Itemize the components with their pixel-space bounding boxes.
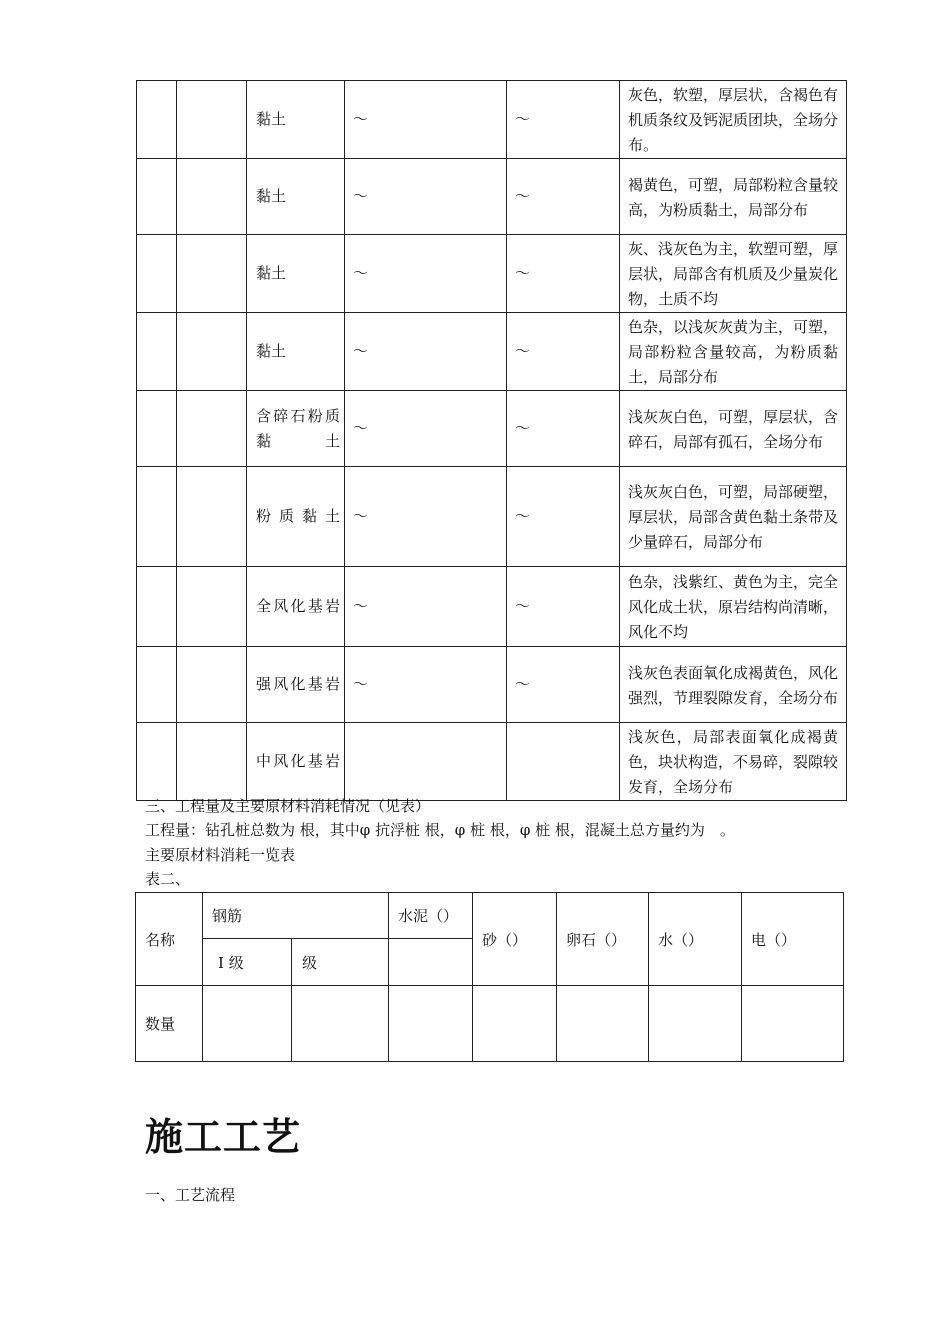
geology-cell-c1	[137, 567, 177, 647]
materials-table-title: 主要原材料消耗一览表	[145, 846, 296, 864]
materials-quantity-cell	[557, 986, 649, 1062]
depth-bottom: ～	[507, 159, 620, 235]
geology-cell-c2	[177, 647, 247, 723]
depth-bottom: ～	[507, 567, 620, 647]
geology-row	[137, 81, 847, 159]
geology-cell-c1	[137, 391, 177, 467]
soil-name: 黏土	[247, 81, 345, 159]
depth-bottom	[507, 723, 620, 801]
materials-quantity-label: 数量	[136, 986, 203, 1062]
depth-top: ～	[345, 235, 507, 313]
geology-cell-c2	[177, 391, 247, 467]
soil-name: 强风化基岩	[247, 647, 345, 723]
depth-bottom: ～	[507, 313, 620, 391]
materials-steel-grade2-header: 级	[292, 939, 389, 986]
depth-top: ～	[345, 159, 507, 235]
soil-description: 灰、浅灰色为主，软塑可塑，厚层状，局部含有机质及少量炭化物，土质不均	[620, 235, 847, 313]
geology-cell-c1	[137, 313, 177, 391]
geology-cell-c1	[137, 723, 177, 801]
geology-table	[136, 80, 847, 801]
materials-electricity-header: 电（）	[742, 893, 844, 986]
soil-description: 浅灰灰白色，可塑，厚层状，含碎石，局部有孤石，全场分布	[620, 391, 847, 467]
geology-cell-c2	[177, 313, 247, 391]
materials-steel-grade1-header: Ⅰ 级	[203, 939, 292, 986]
geology-row	[137, 647, 847, 723]
soil-name: 含碎石粉质黏土	[247, 391, 345, 467]
geology-row	[137, 391, 847, 467]
geology-cell-c2	[177, 467, 247, 567]
geology-row	[137, 467, 847, 567]
materials-quantity-cell	[203, 986, 292, 1062]
depth-top: ～	[345, 313, 507, 391]
geology-cell-c2	[177, 235, 247, 313]
materials-cement-header: 水泥（）	[389, 893, 473, 939]
materials-quantity-cell	[292, 986, 389, 1062]
materials-sand-header: 砂（）	[473, 893, 557, 986]
geology-row	[137, 567, 847, 647]
materials-quantity-cell	[742, 986, 844, 1062]
soil-name: 粉质黏土	[247, 467, 345, 567]
depth-bottom: ～	[507, 81, 620, 159]
geology-cell-c2	[177, 723, 247, 801]
materials-quantity-cell	[473, 986, 557, 1062]
geology-cell-c2	[177, 159, 247, 235]
soil-description: 浅灰色，局部表面氧化成褐黄色，块状构造，不易碎，裂隙较发育，全场分布	[620, 723, 847, 801]
table-label: 表二、	[145, 870, 191, 888]
depth-top: ～	[345, 391, 507, 467]
materials-name-header: 名称	[136, 893, 203, 986]
soil-description: 浅灰灰白色，可塑，局部硬塑，厚层状，局部含黄色黏土条带及少量碎石，局部分布	[620, 467, 847, 567]
process-flow-heading: 一、工艺流程	[145, 1186, 236, 1204]
depth-top: ～	[345, 467, 507, 567]
soil-description: 色杂，浅紫红、黄色为主，完全风化成土状，原岩结构尚清晰，风化不均	[620, 567, 847, 647]
soil-description: 褐黄色，可塑，局部粉粒含量较高，为粉质黏土，局部分布	[620, 159, 847, 235]
depth-bottom: ～	[507, 235, 620, 313]
geology-cell-c1	[137, 467, 177, 567]
soil-description: 色杂，以浅灰灰黄为主，可塑，局部粉粒含量较高，为粉质黏土，局部分布	[620, 313, 847, 391]
soil-name: 全风化基岩	[247, 567, 345, 647]
materials-steel-header: 钢筋	[203, 893, 389, 939]
geology-cell-c2	[177, 81, 247, 159]
geology-row	[137, 235, 847, 313]
geology-cell-c2	[177, 567, 247, 647]
materials-quantity-cell	[649, 986, 742, 1062]
depth-top: ～	[345, 567, 507, 647]
geology-cell-c1	[137, 159, 177, 235]
section3-heading: 三、工程量及主要原材料消耗情况（见表）	[145, 797, 431, 815]
materials-cement-subheader	[389, 939, 473, 986]
geology-cell-c1	[137, 235, 177, 313]
depth-top: ～	[345, 81, 507, 159]
soil-description: 灰色，软塑，厚层状，含褐色有机质条纹及钙泥质团块，全场分布。	[620, 81, 847, 159]
geology-row	[137, 159, 847, 235]
soil-name: 黏土	[247, 159, 345, 235]
soil-name: 中风化基岩	[247, 723, 345, 801]
quantities-text: 工程量：钻孔桩总数为 根，其中φ 抗浮桩 根，φ 桩 根，φ 桩 根，混凝土总方量约为 。	[145, 821, 735, 839]
soil-description: 浅灰色表面氧化成褐黄色，风化强烈，节理裂隙发育，全场分布	[620, 647, 847, 723]
geology-row	[137, 723, 847, 801]
depth-bottom: ～	[507, 467, 620, 567]
depth-top	[345, 723, 507, 801]
depth-top: ～	[345, 647, 507, 723]
geology-row	[137, 313, 847, 391]
geology-cell-c1	[137, 81, 177, 159]
soil-name: 黏土	[247, 235, 345, 313]
materials-water-header: 水（）	[649, 893, 742, 986]
materials-table	[135, 892, 844, 1062]
materials-gravel-header: 卵石（）	[557, 893, 649, 986]
materials-quantity-cell	[389, 986, 473, 1062]
soil-name: 黏土	[247, 313, 345, 391]
geology-cell-c1	[137, 647, 177, 723]
section-title: 施工工艺	[145, 1114, 302, 1159]
geology-table-body	[137, 81, 847, 801]
depth-bottom: ～	[507, 647, 620, 723]
depth-bottom: ～	[507, 391, 620, 467]
